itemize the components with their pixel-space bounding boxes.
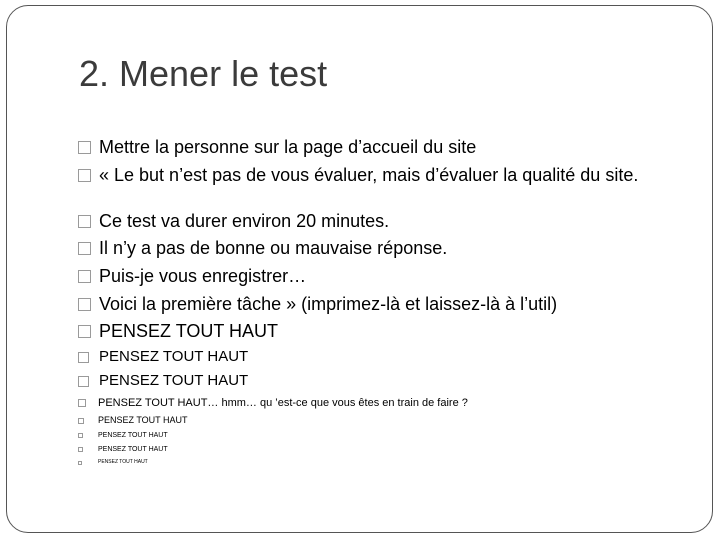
- bullet-text: Puis-je vous enregistrer…: [99, 266, 307, 286]
- bullet-text: PENSEZ TOUT HAUT: [99, 372, 249, 389]
- checkbox-bullet-icon: [78, 433, 83, 438]
- checkbox-bullet-icon: [78, 169, 91, 182]
- checkbox-bullet-icon: [78, 141, 91, 154]
- checkbox-bullet-icon: [78, 270, 91, 283]
- bullet-text: PENSEZ TOUT HAUT: [98, 446, 168, 453]
- checkbox-bullet-icon: [78, 325, 91, 338]
- bullet-text: PENSEZ TOUT HAUT: [98, 459, 148, 465]
- bullet-text: PENSEZ TOUT HAUT: [99, 348, 249, 365]
- checkbox-bullet-icon: [78, 298, 91, 311]
- checkbox-bullet-icon: [78, 461, 82, 465]
- bullet-text: « Le but n’est pas de vous évaluer, mais d’évaluer la qualité du site.: [99, 165, 639, 185]
- slide-title: 2. Mener le test: [79, 53, 328, 94]
- bullet-text: PENSEZ TOUT HAUT: [98, 415, 188, 425]
- bullet-text: PENSEZ TOUT HAUT: [98, 432, 168, 439]
- checkbox-bullet-icon: [78, 399, 86, 407]
- bullet-text: Mettre la personne sur la page d’accueil du site: [99, 137, 477, 157]
- bullet-text: Il n’y a pas de bonne ou mauvaise réponse.: [99, 238, 448, 258]
- checkbox-bullet-icon: [78, 376, 89, 387]
- bullet-text: PENSEZ TOUT HAUT: [99, 321, 279, 341]
- bullet-text: Voici la première tâche » (imprimez-là et laissez-là à l’util): [99, 294, 558, 314]
- checkbox-bullet-icon: [78, 242, 91, 255]
- checkbox-bullet-icon: [78, 215, 91, 228]
- checkbox-bullet-icon: [78, 418, 84, 424]
- bullet-text: PENSEZ TOUT HAUT… hmm… qu ’est-ce que vous êtes en train de faire ?: [98, 397, 468, 409]
- checkbox-bullet-icon: [78, 447, 83, 452]
- bullet-text: Ce test va durer environ 20 minutes.: [99, 211, 390, 231]
- checkbox-bullet-icon: [78, 352, 89, 363]
